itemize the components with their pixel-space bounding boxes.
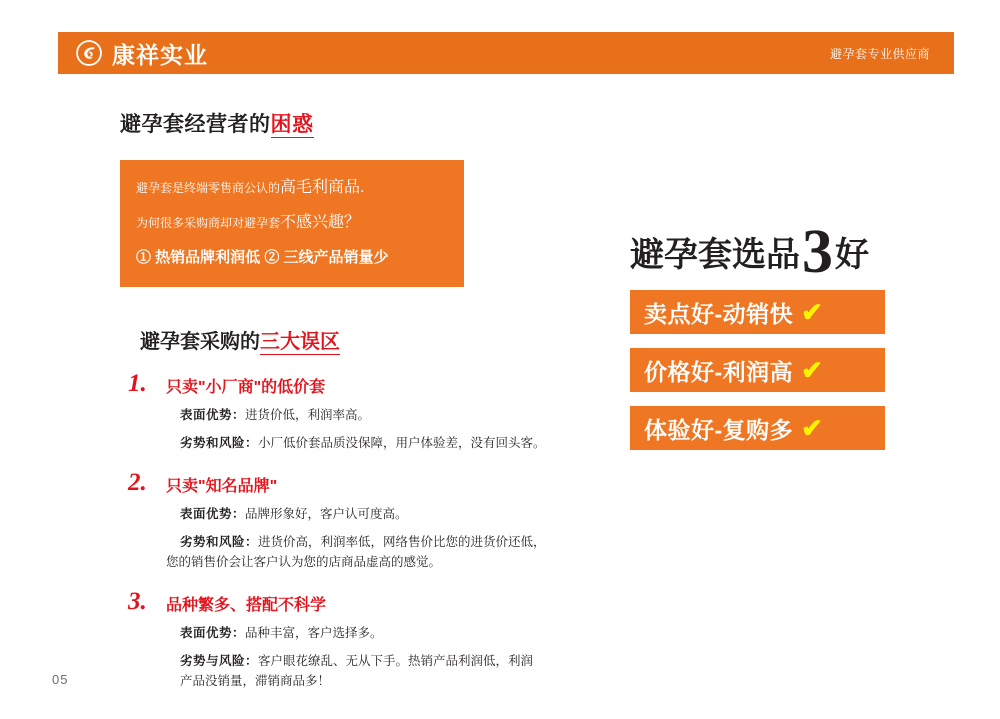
item-detail-row xyxy=(166,504,600,524)
brand-name: 康祥实业 xyxy=(112,41,208,68)
benefit-bar xyxy=(630,406,885,450)
item-detail-label: 表面优势： xyxy=(180,506,246,521)
item-detail-text: 品牌形象好，客户认可度高。 xyxy=(245,506,408,521)
item-number: 2. xyxy=(128,468,147,496)
list-item xyxy=(120,587,600,691)
highlight-callout-box xyxy=(120,160,464,287)
subsection-title xyxy=(140,325,600,354)
benefit-bar-text: 体验好-复购多 xyxy=(644,416,794,443)
item-detail-row xyxy=(166,651,600,671)
right-headline-number: 3 xyxy=(802,218,833,286)
list-item xyxy=(120,369,600,453)
item-detail-label: 劣势和风险： xyxy=(180,534,259,549)
item-detail-label: 劣势和风险： xyxy=(180,435,259,450)
right-headline-suffix: 好 xyxy=(835,236,869,274)
item-detail-label: 表面优势： xyxy=(180,407,246,422)
callout-line-2 xyxy=(136,211,448,236)
callout-line-1-small: 避孕套是终端零售商公认的 xyxy=(136,181,281,195)
callout-line-1-large: 高毛利商品. xyxy=(280,179,365,196)
subsection-title-highlight: 三大误区 xyxy=(260,330,340,353)
item-detail-text: 品种丰富，客户选择多。 xyxy=(245,625,383,640)
item-detail-text: 小厂低价套品质没保障，用户体验差，没有回头客。 xyxy=(258,435,546,450)
benefit-bar-text: 卖点好-动销快 xyxy=(644,300,794,327)
check-icon: ✔ xyxy=(801,297,824,327)
item-detail-text: 您的销售价会让客户认为您的店商品虚高的感觉。 xyxy=(166,554,442,569)
swirl-logo-icon xyxy=(76,40,102,66)
item-detail-row xyxy=(166,552,600,572)
item-detail-row xyxy=(166,433,600,453)
item-heading: 只卖"小厂商"的低价套 xyxy=(166,378,326,396)
page-number: 05 xyxy=(52,672,69,687)
item-heading: 只卖"知名品牌" xyxy=(166,477,278,495)
section-title-highlight: 困惑 xyxy=(270,113,314,136)
section-title-prefix: 避孕套经营者的 xyxy=(120,113,271,136)
item-number: 1. xyxy=(128,369,147,397)
item-detail-label: 表面优势： xyxy=(180,625,246,640)
benefit-bar xyxy=(630,348,885,392)
item-detail-text: 进货价低，利润率高。 xyxy=(245,407,371,422)
list-item xyxy=(120,468,600,572)
callout-line-2-large: 不感兴趣？ xyxy=(280,213,361,231)
benefit-bar xyxy=(630,290,885,334)
check-icon: ✔ xyxy=(801,355,824,385)
callout-line-1 xyxy=(136,176,448,201)
subsection-title-prefix: 避孕套采购的 xyxy=(140,330,260,353)
item-heading: 品种繁多、搭配不科学 xyxy=(166,596,327,614)
right-headline-prefix: 避孕套选品 xyxy=(630,236,800,274)
check-icon: ✔ xyxy=(801,413,824,443)
page-header xyxy=(58,32,954,74)
item-detail-label: 劣势与风险： xyxy=(180,653,259,668)
item-detail-text: 客户眼花缭乱、无从下手。热销产品利润低，利润 xyxy=(258,653,534,668)
item-detail-row xyxy=(166,671,600,691)
item-detail-row xyxy=(166,532,600,552)
benefit-bar-text: 价格好-利润高 xyxy=(644,358,794,385)
right-content-column xyxy=(630,218,930,450)
right-headline xyxy=(630,218,930,286)
callout-line-2-small: 为何很多采购商却对避孕套 xyxy=(136,215,281,230)
item-detail-text: 产品没销量，滞销商品多！ xyxy=(180,673,331,688)
item-detail-text: 进货价高，利润率低，网络售价比您的进货价还低， xyxy=(258,534,546,549)
item-number: 3. xyxy=(128,587,147,615)
item-detail-row xyxy=(166,623,600,643)
callout-line-3: ① 热销品牌利润低 ② 三线产品销量少 xyxy=(136,248,389,266)
header-tagline: 避孕套专业供应商 xyxy=(829,46,930,61)
item-detail-row xyxy=(166,405,600,425)
section-title xyxy=(120,108,600,138)
left-content-column xyxy=(120,108,600,691)
